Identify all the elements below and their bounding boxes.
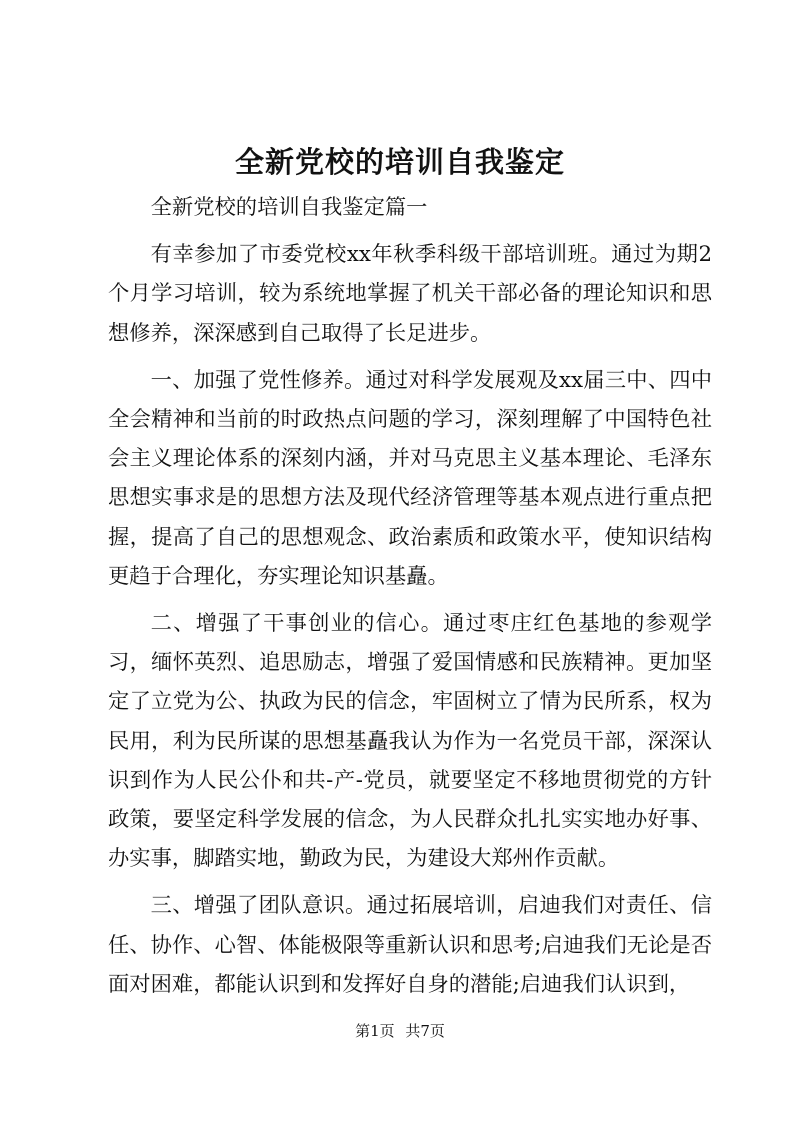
page-number: 第1页 [355,1022,395,1040]
paragraph-point-two: 二、增强了干事创业的信心。通过枣庄红色基地的参观学习，缅怀英烈、追思励志，增强了爱国情感和民族精神。更加坚定了立党为公、执政为民的信念，牢固树立了情为民所系，权为民用，利为民所谋的思想基矗我认为作为一名党员干部，深深认识到作为人民公仆和共-产-党员，就要坚定不移地贯彻党的方针政策，要坚定科学发展的信念，为人民群众扎扎实实地办好事、办实事，脚踏实地，勤政为民，为建设大郑州作贡献。 [108,611,712,872]
paragraph-intro: 有幸参加了市委党校xx年秋季科级干部培训班。通过为期2个月学习培训，较为系统地掌握了机关干部必备的理论知识和思想修养，深深感到自己取得了长足进步。 [108,242,712,346]
document-title: 全新党校的培训自我鉴定 [234,145,565,179]
page-total: 共7页 [405,1022,445,1040]
paragraph-point-one: 一、加强了党性修养。通过对科学发展观及xx届三中、四中全会精神和当前的时政热点问题的学习，深刻理解了中国特色社会主义理论体系的深刻内涵，并对马克思主义基本理论、毛泽东思想实事求是的思想方法及现代经济管理等基本观点进行重点把握，提高了自己的思想观念、政治素质和政策水平，使知识结构更趋于合理化，夯实理论知识基矗。 [108,367,712,589]
paragraph-point-three: 三、增强了团队意识。通过拓展培训，启迪我们对责任、信任、协作、心智、体能极限等重新认识和思考;启迪我们无论是否面对困难，都能认识到和发挥好自身的潜能;启迪我们认识到， [108,893,712,997]
document-body [108,188,712,1012]
page-footer [0,1020,800,1042]
section-subheading: 全新党校的培训自我鉴定篇一 [150,195,428,220]
